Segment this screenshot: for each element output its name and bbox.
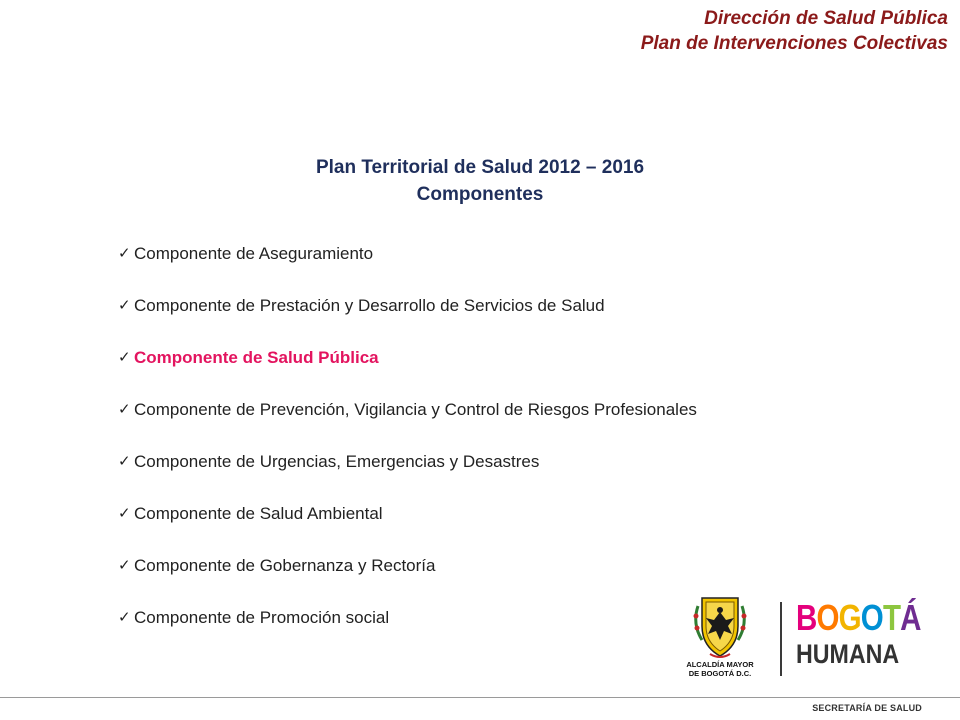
title-line-2: Componentes [416, 184, 544, 205]
checkmark-icon: ✓ [118, 505, 131, 522]
footer-label: SECRETARÍA DE SALUD [812, 703, 922, 713]
header-line-2: Plan de Intervenciones Colectivas [640, 33, 948, 54]
bogota-logo-letter: G [838, 597, 861, 638]
alcaldia-label-line-1: ALCALDÍA MAYOR [686, 660, 754, 669]
coat-of-arms-icon [680, 596, 760, 660]
humana-logo-word [796, 638, 899, 670]
logo-divider [780, 602, 782, 676]
component-item [118, 448, 697, 500]
checkmark-icon: ✓ [118, 297, 131, 314]
humana-logo-letter: U [812, 639, 830, 669]
bogota-logo-letter: Á [900, 597, 921, 638]
component-item [118, 344, 697, 396]
component-list [118, 240, 697, 656]
component-label: Componente de Urgencias, Emergencias y Desastres [134, 452, 540, 471]
bogota-humana-logo [796, 598, 936, 682]
alcaldia-label [674, 660, 766, 678]
component-label: Componente de Gobernanza y Rectoría [134, 556, 436, 575]
checkmark-icon: ✓ [118, 557, 131, 574]
component-item [118, 240, 697, 292]
slide-title [0, 154, 960, 208]
component-label: Componente de Promoción social [134, 608, 390, 627]
alcaldia-seal [680, 596, 760, 688]
logo-area [680, 596, 940, 688]
title-line-1: Plan Territorial de Salud 2012 – 2016 [315, 157, 645, 178]
humana-logo-letter: A [882, 639, 900, 669]
component-item [118, 292, 697, 344]
checkmark-icon: ✓ [118, 349, 131, 366]
humana-logo-letter: H [796, 639, 813, 669]
humana-logo-letter: N [865, 639, 883, 669]
alcaldia-label-line-2: DE BOGOTÁ D.C. [688, 669, 752, 678]
checkmark-icon: ✓ [118, 245, 131, 262]
component-label: Componente de Prestación y Desarrollo de Servicios de Salud [134, 296, 605, 315]
component-label: Componente de Aseguramiento [134, 244, 374, 263]
checkmark-icon: ✓ [118, 401, 131, 418]
component-item [118, 604, 697, 656]
header-line-1: Dirección de Salud Pública [704, 8, 948, 29]
component-item [118, 552, 697, 604]
component-label: Componente de Prevención, Vigilancia y Control de Riesgos Profesionales [134, 400, 697, 419]
bogota-logo-letter: O [816, 597, 839, 638]
footer-divider [0, 697, 960, 698]
checkmark-icon: ✓ [118, 609, 131, 626]
slide-header [641, 6, 948, 56]
humana-logo-letter: A [848, 639, 866, 669]
checkmark-icon: ✓ [118, 453, 131, 470]
component-item [118, 396, 697, 448]
component-label: Componente de Salud Ambiental [134, 504, 383, 523]
component-item [118, 500, 697, 552]
bogota-logo-letter: T [882, 597, 901, 638]
bogota-logo-letter: B [796, 597, 817, 638]
bogota-logo-word [796, 598, 921, 638]
humana-logo-letter: M [829, 639, 849, 669]
component-label: Componente de Salud Pública [134, 348, 379, 367]
bogota-logo-letter: O [860, 597, 883, 638]
